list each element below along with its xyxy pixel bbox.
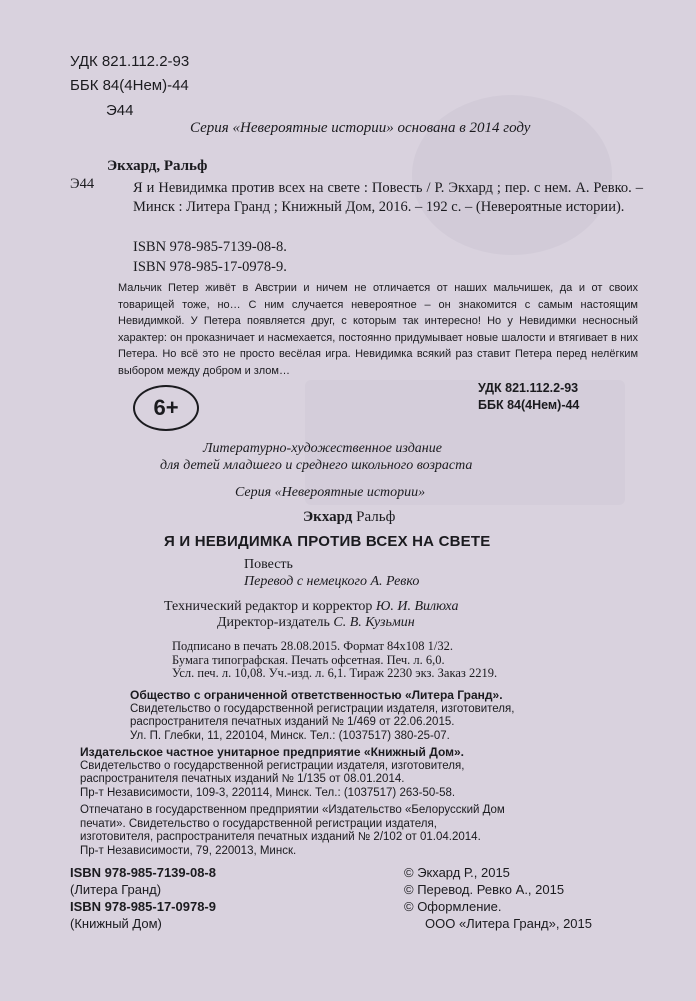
publisher-name: Издательское частное унитарное предприятие «Книжный Дом».: [80, 745, 465, 759]
publisher-line: Свидетельство о государственной регистрации издателя, изготовителя,: [130, 702, 515, 715]
bleed-through-emblem: [412, 95, 612, 255]
catalog-isbn-1: ISBN 978-985-7139-08-8.: [133, 239, 287, 255]
catalog-mark: Э44: [70, 176, 95, 192]
catalog-author: Экхард, Ральф: [107, 158, 208, 174]
copyright-translation: © Перевод. Ревко А., 2015: [404, 882, 565, 897]
printer-line: печати». Свидетельство о государственной регистрации издателя,: [80, 817, 437, 830]
edition-type-line-2: для детей младшего и среднего школьного возраста: [160, 458, 473, 473]
editor-role: Технический редактор и корректор: [164, 599, 373, 614]
isbn-knizhny-publisher: (Книжный Дом): [70, 916, 162, 931]
copyright-design-owner: ООО «Литера Гранд», 2015: [425, 916, 592, 931]
isbn-knizhny: ISBN 978-985-17-0978-9: [70, 899, 216, 914]
printer-info: [80, 804, 505, 858]
bbk-code: ББК 84(4Нем)-44: [70, 77, 189, 94]
catalog-isbn-2: ISBN 978-985-17-0978-9.: [133, 259, 287, 275]
isbn-litera: ISBN 978-985-7139-08-8: [70, 865, 216, 880]
author-given-name: Ральф: [356, 509, 396, 525]
publisher-line: распространителя печатных изданий № 1/135 от 08.01.2014.: [80, 773, 405, 785]
print-info-line: Усл. печ. л. 10,08. Уч.-изд. л. 6,1. Тираж 2230 экз. Заказ 2219.: [172, 666, 498, 680]
bbk-code-right: ББК 84(4Нем)-44: [478, 398, 580, 412]
publisher-line: Свидетельство о государственной регистрации издателя, изготовителя,: [80, 759, 465, 772]
publisher-line: распространителя печатных изданий № 1/469 от 22.06.2015.: [130, 716, 455, 728]
age-rating-value: 6+: [153, 395, 179, 420]
publisher-name: Общество с ограниченной ответственностью «Литера Гранд».: [130, 688, 503, 702]
genre: Повесть: [244, 557, 293, 572]
copyright-author: © Экхард Р., 2015: [404, 865, 510, 880]
author-surname: Экхард: [303, 509, 353, 525]
translation-credit: Перевод с немецкого А. Ревко: [244, 574, 420, 589]
isbn-litera-publisher: (Литера Гранд): [70, 882, 162, 897]
director-name: С. В. Кузьмин: [333, 615, 415, 630]
catalog-description: Я и Невидимка против всех на свете : Повесть / Р. Экхард ; пер. с нем. А. Ревко. – Минск : Литера Гранд ; Книжный Дом, 2016. – 192 с. – (Невероятные истории).: [133, 180, 643, 215]
printer-line: Пр-т Независимости, 79, 220013, Минск.: [80, 844, 297, 857]
author-name: [303, 509, 395, 526]
printer-line: изготовителя, распространителя печатных изданий № 2/102 от 01.04.2014.: [80, 831, 481, 843]
printer-line: Отпечатано в государственном предприятии «Издательство «Белорусский Дом: [80, 804, 505, 816]
copyright-design: © Оформление.: [404, 899, 502, 914]
series-label: Серия «Невероятные истории»: [235, 485, 426, 500]
editor-name: Ю. И. Вилюха: [375, 599, 459, 614]
udk-code: УДК 821.112.2-93: [70, 53, 190, 70]
publisher-knizhny-dom: [80, 746, 464, 800]
print-info: [172, 640, 497, 681]
director-credit: [217, 615, 415, 631]
editor-credit: [164, 599, 458, 615]
publisher-line: Ул. П. Глебки, 11, 220104, Минск. Тел.: (1037517) 380-25-07.: [130, 729, 450, 742]
publisher-litera-grand: [130, 689, 514, 743]
print-info-line: Бумага типографская. Печать офсетная. Печ. л. 6,0.: [172, 652, 445, 667]
udk-code-right: УДК 821.112.2-93: [478, 381, 579, 395]
series-note: Серия «Невероятные истории» основана в 2014 году: [190, 120, 531, 136]
director-role: Директор-издатель: [217, 615, 330, 630]
print-info-line: Подписано в печать 28.08.2015. Формат 84х108 1/32.: [172, 639, 454, 653]
age-rating-badge: [133, 385, 199, 431]
book-summary: Мальчик Петер живёт в Австрии и ничем не отличается от наших мальчишек, да и от своих товарищей тоже, но… С ним случается невероятное – он знакомится с самым настоящим Невидимкой. У Петера появляется друг, с которым так интересно! Но у Невидимки несносный характер: он проказничает и насмехается, постоянно придумывает новые шалости и втягивает в них Петера. Но всё это не просто весёлая игра. Невидимка всякий раз ставит Петера перед нелёгким выбором между добром и злом…: [118, 282, 638, 377]
book-title: Я И НЕВИДИМКА ПРОТИВ ВСЕХ НА СВЕТЕ: [164, 533, 491, 550]
publisher-line: Пр-т Независимости, 109-3, 220114, Минск. Тел.: (1037517) 263-50-58.: [80, 786, 456, 799]
author-mark: Э44: [106, 102, 134, 119]
edition-type-line-1: Литературно-художественное издание: [203, 441, 442, 456]
